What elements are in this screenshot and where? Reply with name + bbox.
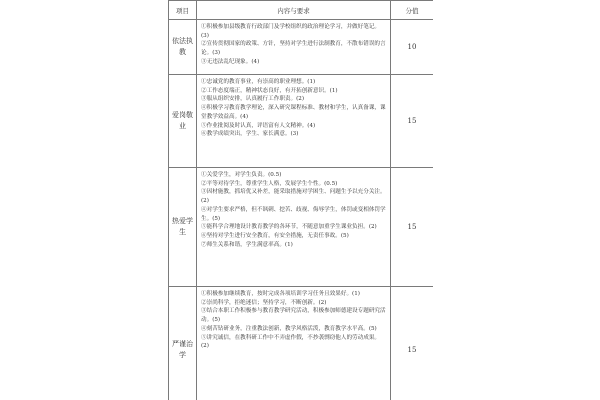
requirement-item: ③结合本职工作积极参与教育教学研究活动，积极参加师德建设专题研究活动。(5) [201,308,386,324]
requirement-item: ⑦师生关系和谐，学生满意率高。(1) [201,241,293,248]
requirement-item: ④刻苦钻研业务，注重教法创新，教学风格活泼，教育教学水平高。(5) [201,325,377,332]
requirement-item: ④积极学习教育教学理论，深入研究课程标准、教材和学生，认真备课，课堂教学效益高。(4) [201,105,386,120]
requirement-item: ⑥坚持对学生进行安全教育，有安全措施，无责任事故。(5) [201,232,349,239]
requirement-item: ①关爱学生，对学生负责。(0.5) [201,172,282,178]
row-requirements [197,75,391,168]
table-row [169,20,434,75]
evaluation-table-page [168,0,433,400]
requirement-item: ②宣传贯彻国家的政策、方针，坚持对学生进行法制教育，不散布错误的言论。(3) [201,41,386,57]
requirement-item: ①积极参加继续教育，按时完成各项培训学习任务且效果好。(1) [201,291,360,297]
header-score: 分值 [391,1,434,20]
row-score: 15 [391,287,434,400]
requirement-item: ③无违法乱纪现象。(4) [201,58,260,65]
table-header-row [169,1,434,20]
requirement-item: ①忠诚党的教育事业，有崇高的职业理想。(1) [201,79,316,85]
row-category: 热爱学生 [169,168,197,287]
requirement-item: ③服从组织安排，认真履行工作职责。(2) [201,96,305,103]
header-content: 内容与要求 [197,1,391,20]
requirement-item: ①积极参加县级教育行政部门及学校组织的政治理论学习，并做好笔记。(3) [201,24,381,39]
requirement-item: ②工作态度端正，精神状态良好，有开拓创新意识。(1) [201,87,338,94]
row-category: 爱岗敬业 [169,75,197,168]
requirement-item: ⑤能科学合理地设计教育教学的各环节，不随意加重学生课业负担。(2) [201,224,377,231]
requirement-item: ②平等对待学生，尊重学生人格，发展学生个性。(0.5) [201,180,338,187]
header-project: 项目 [169,1,197,20]
requirement-item: ⑤讲究诚信，在教科研工作中不弄虚作假，不抄袭剽窃他人的劳动成果。(2) [201,334,381,350]
table-row [169,168,434,287]
row-score: 15 [391,75,434,168]
requirement-item: ④对学生要求严格，但不讽刺、挖苦、歧视、侮辱学生，体罚或变相体罚学生。(5) [201,206,386,222]
row-score: 10 [391,20,434,75]
row-score: 15 [391,168,434,287]
row-requirements [197,20,391,75]
row-category: 严谨治学 [169,287,197,400]
requirement-item: ②崇尚科学，拒绝迷信；坚持学习，不断创新。(2) [201,299,327,306]
requirement-item: ⑤作业批阅及时认真，评语富有人文精神。(4) [201,122,316,129]
evaluation-table [168,0,433,400]
requirement-item: ③因材施教，抓培优又补差，能采取措施对学困生、问题生予以充分关注。(2) [201,189,386,205]
row-requirements [197,168,391,287]
table-row [169,287,434,400]
row-requirements [197,287,391,400]
requirement-item: ⑥教学成绩突出，学生、家长满意。(3) [201,131,299,138]
row-category: 依法执教 [169,20,197,75]
table-row [169,75,434,168]
